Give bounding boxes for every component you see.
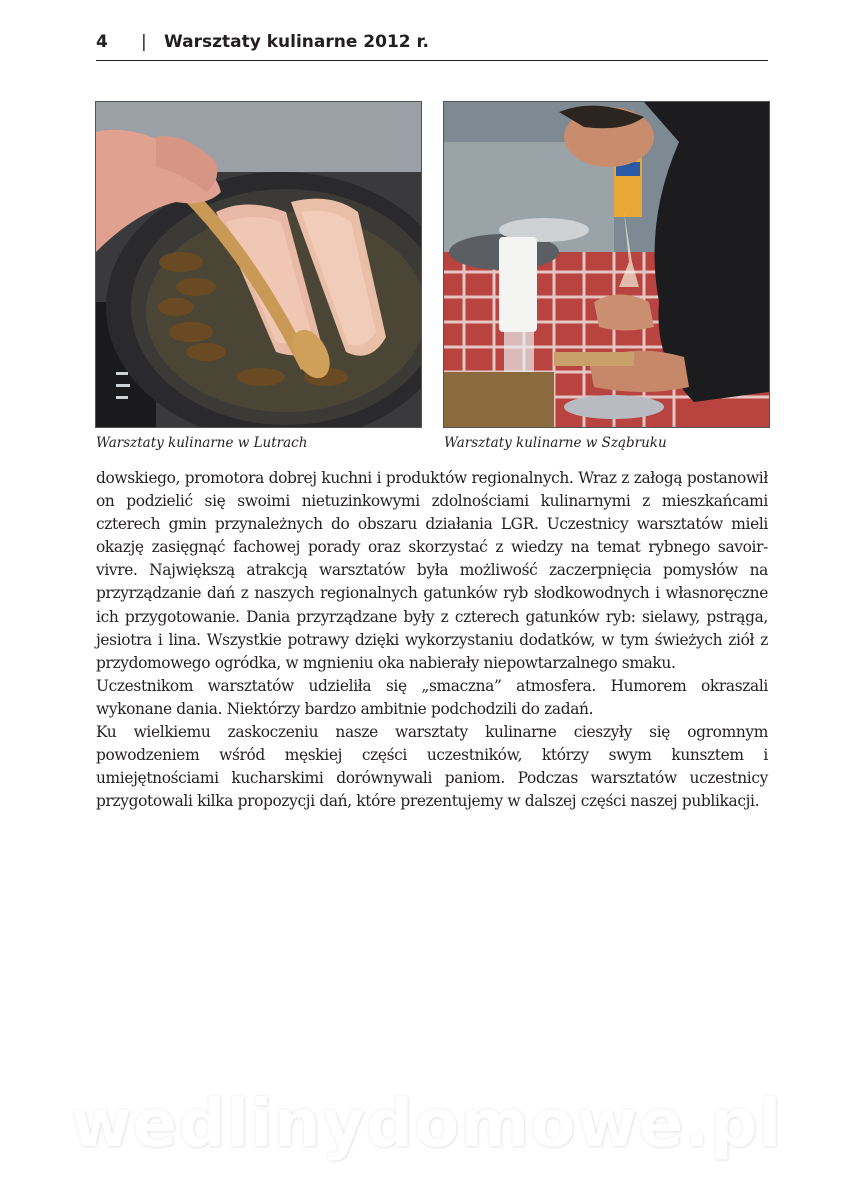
paragraph: Ku wielkiemu zaskoczeniu nasze warsztaty kulinarne cieszyły się ogromnym powodzeniem wśród męskiej części uczestników, którzy swym kunsztem i umiejętnościami kucharskimi dorównywali paniom. Podczas warsztatów uczestnicy przygotowali kilka propozycji dań, które prezentujemy w dalszej części naszej publikacji.	[96, 723, 768, 811]
page-number: 4	[96, 32, 108, 52]
figure-caption-right: Warsztaty kulinarne w Sząbruku	[444, 435, 667, 451]
running-header	[96, 28, 768, 61]
paragraph: dowskiego, promotora dobrej kuchni i produktów regionalnych. Wraz z załogą postanowił on podzielić się swoimi nietuzinkowymi zdolnościami kulinarnymi z mieszkańcami czterech gmin przynależnych do obszaru działania LGR. Uczestnicy warsztatów mieli okazję zasięgnąć fachowej porady oraz skorzystać z wiedzy na temat rybnego savoir-vivre. Największą atrakcją warsztatów była możliwość zaczerpnięcia pomysłów na przyrządzanie dań z naszych regionalnych gatunków ryb słodkowodnych i własnoręczne ich przygotowanie. Dania przyrządzane były z czterech gatunków ryb: sielawy, pstrąga, jesiotra i lina. Wszystkie potrawy dzięki wykorzystaniu dodatków, w tym świeżych ziół z przydomowego ogródka, w mgnieniu oka nabierały niepowtarzalnego smaku.	[96, 469, 768, 672]
photo-fish-frying	[95, 101, 422, 428]
photo-cook-preparing	[443, 101, 770, 428]
header-separator: |	[141, 32, 147, 52]
body-text	[96, 467, 768, 813]
figure-caption-left: Warsztaty kulinarne w Lutrach	[96, 435, 308, 451]
watermark: wedlinydomowe.pl	[70, 1085, 783, 1162]
header-title: Warsztaty kulinarne 2012 r.	[164, 32, 429, 52]
paragraph: Uczestnikom warsztatów udzieliła się „smaczna” atmosfera. Humorem okraszali wykonane dania. Niektórzy bardzo ambitnie podchodzili do zadań.	[96, 676, 768, 718]
